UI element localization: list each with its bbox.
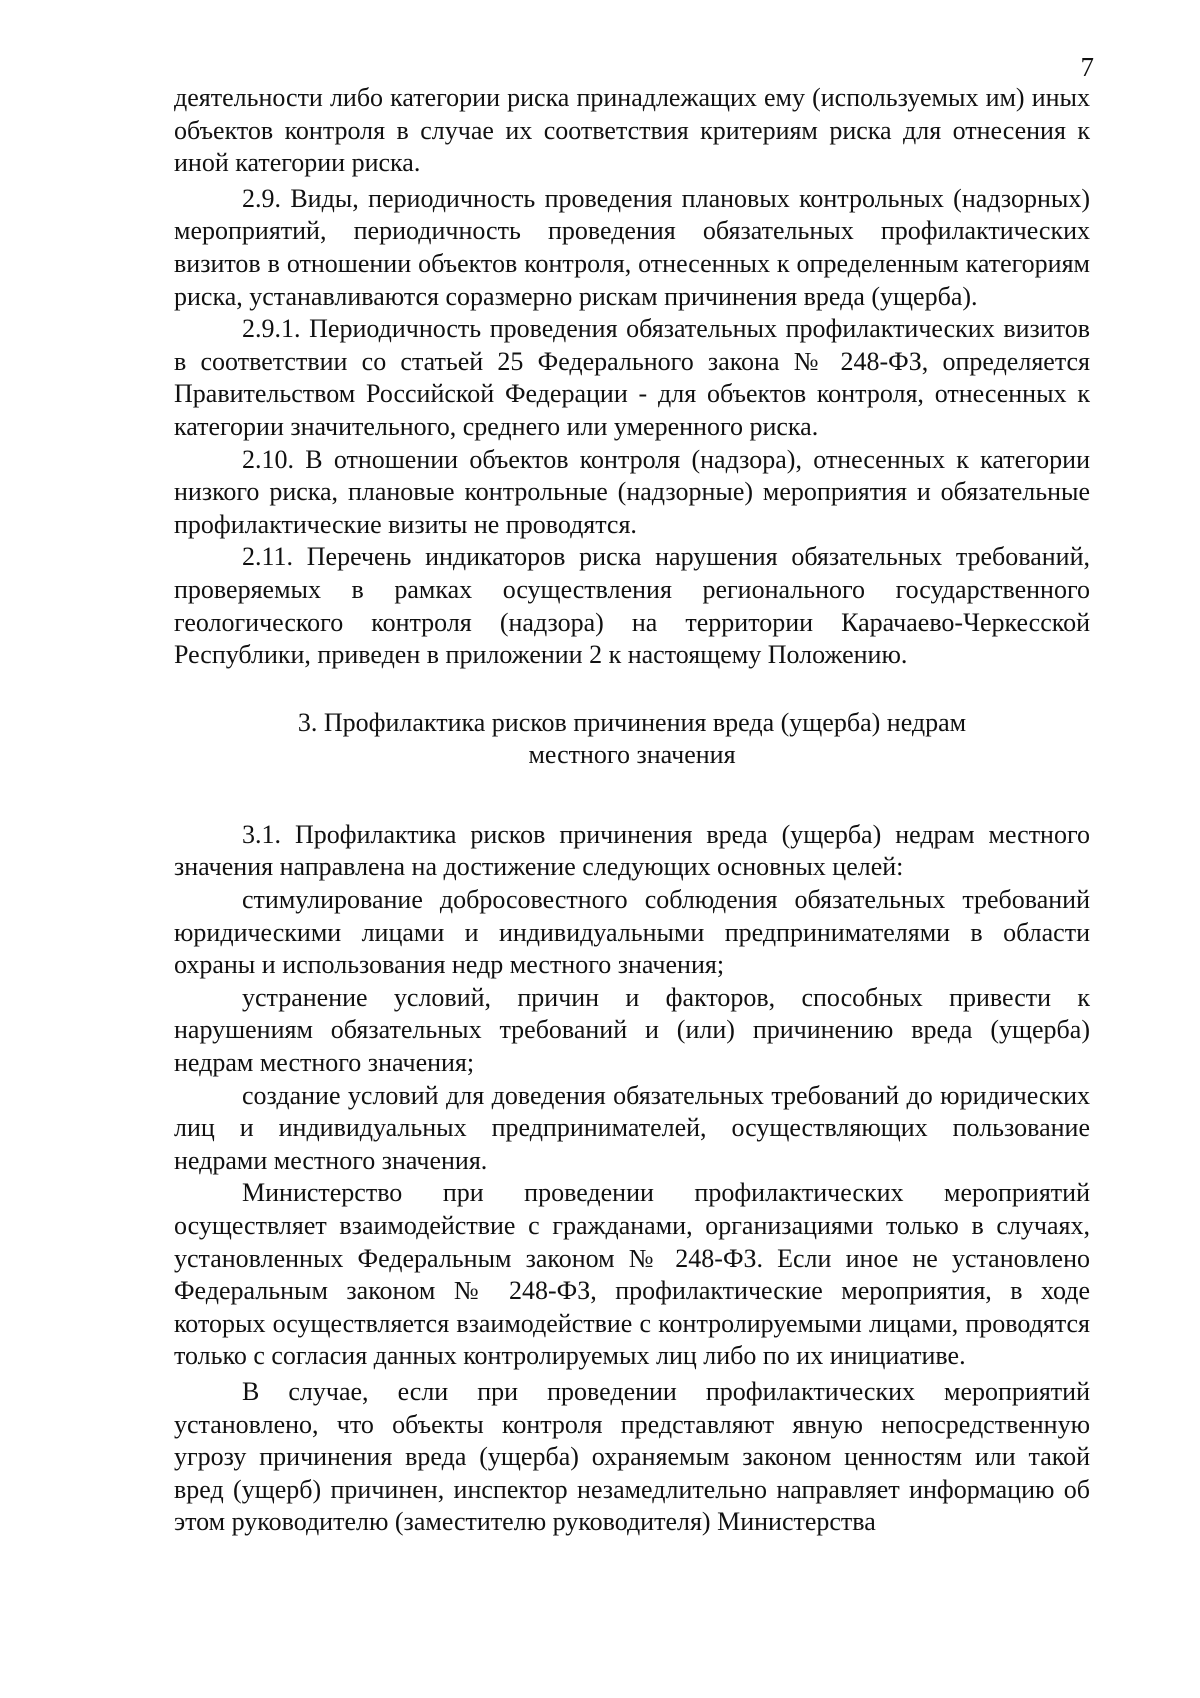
- section-heading-line-2: местного значения: [528, 740, 736, 770]
- page-number: 7: [1080, 52, 1094, 82]
- paragraph-2-9-1: 2.9.1. Периодичность проведения обязательных профилактических визитов в соответствии со статьей 25 Федерального закона № 248-ФЗ, определяется Правительством Российской Федерации - для объектов контроля, отнесенных к категории значительного, среднего или умеренного риска.: [174, 314, 1090, 441]
- paragraph-2-9: 2.9. Виды, периодичность проведения плановых контрольных (надзорных) мероприятий, периодичность проведения обязательных профилактических визитов в отношении объектов контроля, отнесенных к определенным категориям риска, устанавливаются соразмерно рискам причинения вреда (ущерба).: [174, 183, 1090, 311]
- paragraph-ministry-interaction: Министерство при проведении профилактических мероприятий осуществляет взаимодействие с гражданами, организациями только в случаях, установленных Федеральным законом № 248-ФЗ. Если иное не установлено Федеральным законом № 248-ФЗ, профилактические мероприятия, в ходе которых осуществляется взаимодействие с контролируемыми лицами, проводятся только с согласия данных контролируемых лиц либо по их инициативе.: [174, 1178, 1090, 1371]
- goal-item-1: стимулирование добросовестного соблюдения обязательных требований юридическими лицами и индивидуальными предпринимателями в области охраны и использования недр местного значения;: [174, 885, 1090, 980]
- section-heading: [174, 707, 1090, 772]
- goal-item-2: устранение условий, причин и факторов, способных привести к нарушениям обязательных требований и (или) причинению вреда (ущерба) недрам местного значения;: [174, 982, 1090, 1078]
- document-body: [174, 82, 1090, 1539]
- goal-item-3: создание условий для доведения обязательных требований до юридических лиц и индивидуальных предпринимателей, осуществляющих пользование недрами местного значения.: [174, 1080, 1090, 1175]
- section-heading-line-1: 3. Профилактика рисков причинения вреда (ущерба) недрам: [297, 707, 967, 737]
- paragraph-continuation: деятельности либо категории риска принадлежащих ему (используемых им) иных объектов контроля в случае их соответствия критериям риска для отнесения к иной категории риска.: [174, 83, 1090, 178]
- paragraph-3-1: 3.1. Профилактика рисков причинения вреда (ущерба) недрам местного значения направлена на достижение следующих основных целей:: [174, 819, 1090, 882]
- paragraph-2-10: 2.10. В отношении объектов контроля (надзора), отнесенных к категории низкого риска, плановые контрольные (надзорные) мероприятия и обязательные профилактические визиты не проводятся.: [174, 444, 1090, 539]
- paragraph-threat-case: В случае, если при проведении профилактических мероприятий установлено, что объекты контроля представляют явную непосредственную угрозу причинения вреда (ущерба) охраняемым законом ценностям или такой вред (ущерб) причинен, инспектор незамедлительно направляет информацию об этом руководителю (заместителю руководителя) Министерства: [174, 1376, 1090, 1537]
- paragraph-2-11: 2.11. Перечень индикаторов риска нарушения обязательных требований, проверяемых в рамках осуществления регионального государственного геологического контроля (надзора) на территории Карачаево-Черкесской Республики, приведен в приложении 2 к настоящему Положению.: [174, 542, 1090, 670]
